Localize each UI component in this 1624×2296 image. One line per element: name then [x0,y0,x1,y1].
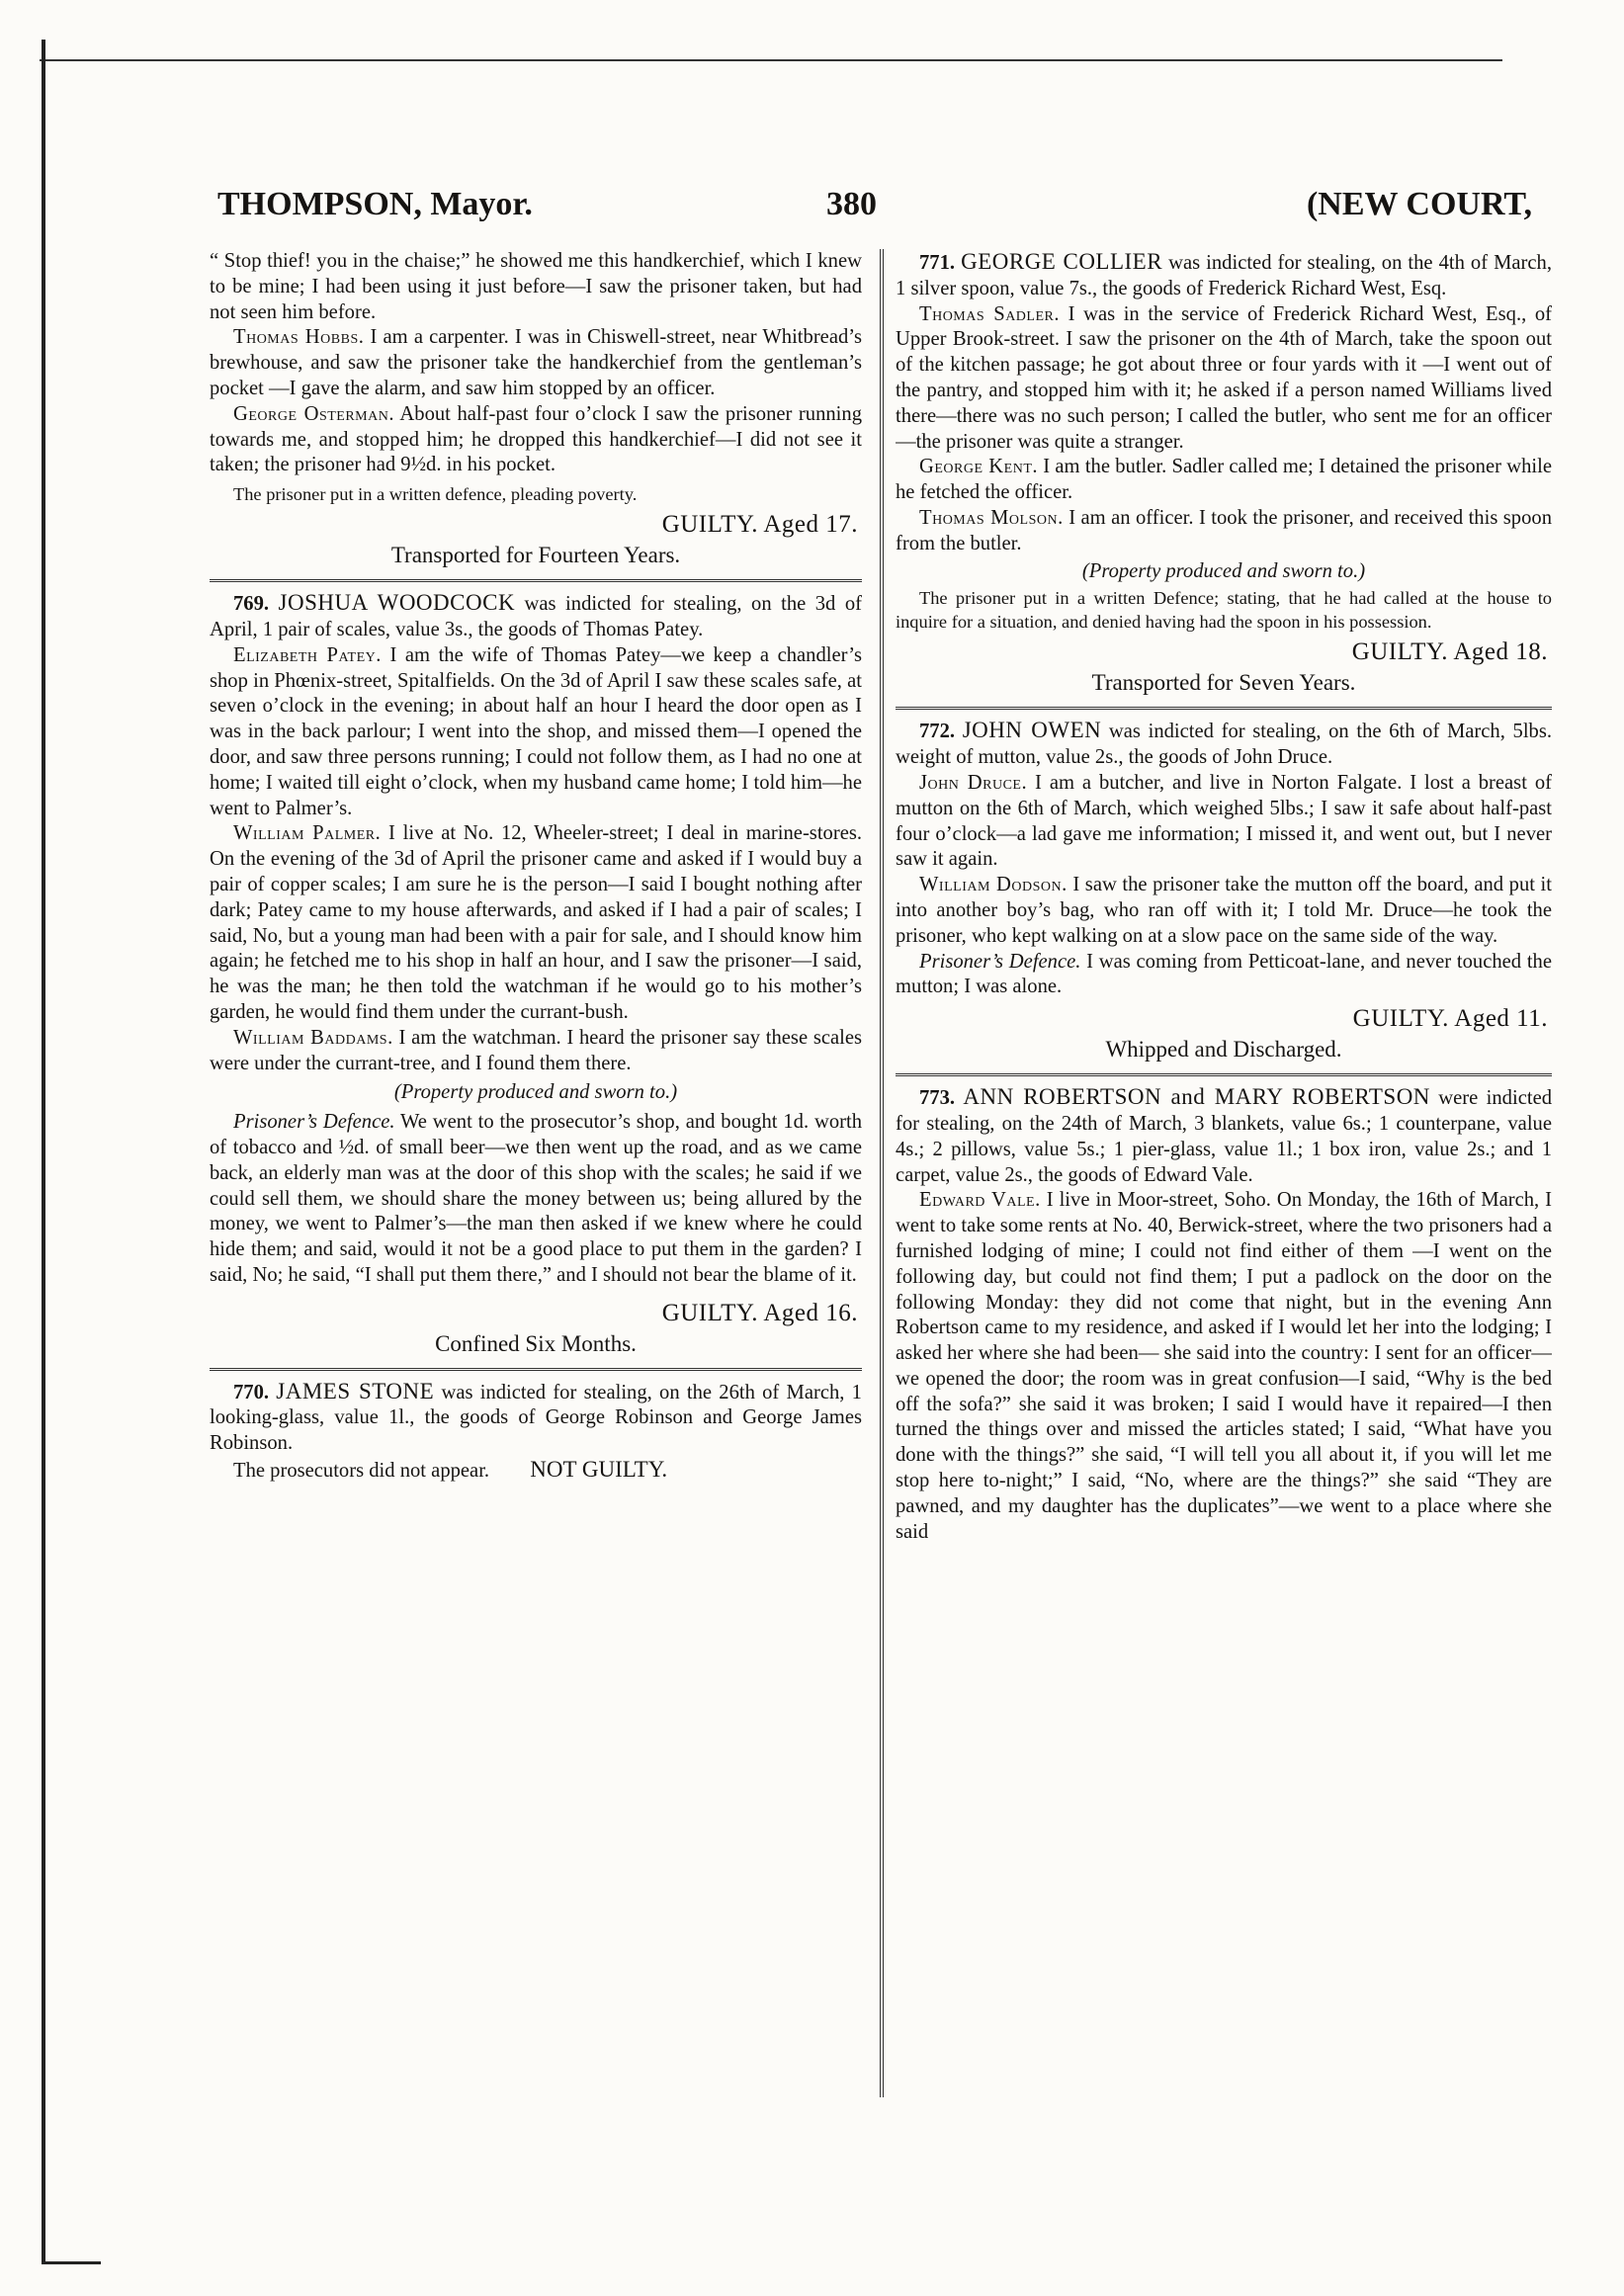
testimony-vale [896,1188,1552,1545]
witness-text: I live in Moor-street, Soho. On Monday, the 16th of March, I went to take some rents at No. 40, Berwick-street, where the two prisoners had a furnished lodging of mine; I could not find either of them —I went on the following day, but could not find them; I put a padlock on the door on the following Monday: they did not come that night, but in the evening Ann Robertson came to my residence, and asked if I would let her into the lodging; I asked her where she had been— she said into the country: I sent for an officer—we opened the door; the room was in great confusion—I said, “Why is the bed off the sofa?” she said it was broken; I said I would have it repaired—I then turned the things over and missed the articles stated; I said, “What have you done with the things?” she said, “I will tell you all about it, if you will let me stop here to-night;” I said, “No, where are the things?” she said “They are pawned, and my daughter has the duplicates”—we went to a place where she said [896,1189,1552,1543]
witness-text: I am the butler. Sadler called me; I detained the prisoner while he fetched the officer. [896,456,1552,504]
case-separator [210,1368,862,1371]
sentence: Confined Six Months. [435,1330,637,1356]
testimony-kent [896,455,1552,506]
left-column [210,249,862,2097]
defendant-name: JOSHUA WOODCOCK [278,590,516,616]
defence-note: The prisoner put in a written defence, pleading poverty. [233,484,638,505]
witness-text: I live at No. 12, Wheeler-street; I deal in marine-stores. On the evening of the 3d of April the prisoner came and asked if I would buy a pair of copper scales; I am sure he is the person—I said I bought nothing after dark; Patey came to my house afterwards, and asked if I had a pair of scales; I said, No, but a young man had been with a pair for sale, and I should know him again; he fetched me to his shop in half an hour, and I saw the prisoner—I said, he was the man; he then told the watchman if he would go to his mother’s garden, he would find them under the currant-bush. [210,822,862,1023]
case-772-indictment [896,718,1552,771]
charge-text: was indicted for stealing, on the 4th of March, 1 silver spoon, value 7s., the goods of Frederick Richard West, Esq. [896,252,1552,299]
verdict: GUILTY. Aged 17. [661,511,858,539]
charge-text: was indicted for stealing, on the 26th of March, 1 looking-glass, value 1l., the goods of George Robinson and George James Robinson. [210,1381,862,1455]
witness-name: William Baddams. [233,1026,393,1049]
column-divider [880,249,884,2097]
defence-text: I was coming from Petticoat-lane, and never touched the mutton; I was alone. [896,950,1552,998]
witness-text: I saw the prisoner take the mutton off the board, and put it into another boy’s bag, who ran off with it; I told Mr. Druce—he took the prisoner, who kept walking on at a slow pace on the same side of the way. [896,874,1552,947]
defence-label: Prisoner’s Defence. [233,1111,395,1134]
case-separator [896,707,1552,710]
testimony-molson [896,506,1552,557]
verdict: GUILTY. Aged 16. [661,1299,858,1326]
outcome-text: The prosecutors did not appear. [233,1460,490,1483]
witness-name: Elizabeth Patey. [233,643,382,666]
header-right: (NEW COURT, [1306,186,1532,222]
defendant-name: ANN ROBERTSON and MARY ROBERTSON [963,1084,1430,1110]
case-770-outcome [210,1457,862,1485]
page-border-bottom [42,2261,101,2264]
testimony-druce [896,771,1552,873]
charge-text: were indicted for stealing, on the 24th of March, 3 blankets, value 6s.; 1 counterpane, value 4s.; 2 pillows, value 5s.; 1 pier-glass, value 1l.; 1 box iron, value 2s.; and 1 carpet, value 2s., the goods of Edward Vale. [896,1087,1552,1186]
verdict: GUILTY. Aged 11. [1352,1005,1548,1033]
case-separator [896,1073,1552,1076]
witness-name: Thomas Molson. [919,506,1064,529]
witness-text: I am an officer. I took the prisoner, and received this spoon from the butler. [896,506,1552,554]
testimony-dodson [896,873,1552,949]
verdict: GUILTY. Aged 18. [1351,638,1548,666]
sentence: Whipped and Discharged. [1105,1037,1342,1063]
testimony-hobbs [210,325,862,401]
case-769-indictment [210,590,862,643]
testimony-patey [210,643,862,822]
page-border-top [40,59,1502,61]
witness-name: William Palmer. [233,822,382,845]
case-number: 773. [919,1087,956,1110]
prisoner-defence [896,950,1552,1001]
prisoner-defence [210,1110,862,1289]
property-note-text: (Property produced and sworn to.) [393,1081,678,1104]
case-number: 772. [919,721,956,743]
witness-text: I am the wife of Thomas Patey—we keep a chandler’s shop in Phœnix-street, Spitalfields. On the 3d of April I saw these scales safe, at seven o’clock in the evening; in about half an hour I heard the door open as I was in the back parlour; I went into the shop, and missed them—I opened the door, and saw three persons running; I could not follow them, as I had no one at home; I waited till eight o’clock, when my husband came home; I told him—he went to Palmer’s. [210,643,862,819]
witness-text: I am the watchman. I heard the prisoner say these scales were under the currant-tree, and I found them there. [210,1026,862,1074]
witness-name: George Kent. [919,456,1039,478]
case-770-indictment [210,1379,862,1457]
page-number: 380 [826,186,877,222]
witness-name: John Druce. [919,771,1028,794]
property-note-text: (Property produced and sworn to.) [1081,559,1366,582]
sentence: Transported for Fourteen Years. [390,543,681,568]
property-note [210,1080,862,1106]
case-number: 771. [919,252,956,274]
page-border-left [42,40,45,2263]
witness-text: I am a carpenter. I was in Chiswell-street, near Whitbread’s brewhouse, and saw the prisoner take the handkerchief from the gentleman’s pocket —I gave the alarm, and saw him stopped by an officer. [210,326,862,399]
witness-text: I was in the service of Frederick Richard West, Esq., of Upper Brook-street. I saw the prisoner on the 4th of March, take the spoon out of the kitchen passage; he got about three or four yards with it —I went out of the pantry, and stopped him with it; he asked if a person named Williams lived there—there was no such person; I called the butler, who sent me for an officer—the prisoner was quite a stranger. [896,302,1552,453]
defendant-name: JOHN OWEN [962,718,1102,743]
testimony-continued: “ Stop thief! you in the chaise;” he showed me this handkerchief, which I knew to be mine; I had been using it just before—I saw the prisoner taken, but had not seen him before. [210,250,862,323]
testimony-osterman [210,402,862,478]
witness-text: I am a butcher, and live in Norton Falgate. I lost a breast of mutton on the 6th of March, which weighed 5lbs.; I saw it safe about half-past four o’clock—a lad gave me information; I missed it, and went out, but I never saw it again. [896,771,1552,871]
verdict: NOT GUILTY. [530,1457,668,1483]
defendant-name: JAMES STONE [276,1378,435,1403]
case-773-indictment [896,1084,1552,1188]
case-number: 770. [233,1381,270,1403]
charge-text: was indicted for stealing, on the 3d of April, 1 pair of scales, value 3s., the goods of Thomas Patey. [210,593,862,640]
testimony-sadler [896,302,1552,456]
case-771-indictment [896,249,1552,302]
case-number: 769. [233,593,270,616]
defence-note: The prisoner put in a written Defence; stating, that he had called at the house to inquire for a situation, and denied having had the spoon in his possession. [896,588,1552,633]
defence-text: We went to the prosecutor’s shop, and bought 1d. worth of tobacco and ½d. of small beer—we then went up the road, and as we came back, an elderly man was at the door of this shop with the scales; he said if we could sell them, we should share the money between us; being allured by the money, we went to Palmer’s—the man then asked if we knew where he could hide them; and said, would it not be a good place to put them in the garden? I said, No; he said, “I shall put them there,” and I should not bear the blame of it. [210,1111,862,1286]
witness-name: William Dodson. [919,874,1068,896]
witness-name: Thomas Hobbs. [233,326,365,349]
witness-name: Thomas Sadler. [919,302,1061,325]
case-separator [210,579,862,582]
charge-text: was indicted for stealing, on the 6th of March, 5lbs. weight of mutton, value 2s., the goods of John Druce. [896,721,1552,769]
header-left: THOMPSON, Mayor. [217,186,533,222]
right-column [896,249,1552,2097]
testimony-baddams [210,1026,862,1077]
witness-text: About half-past four o’clock I saw the prisoner running towards me, and stopped him; he dropped this handkerchief—I did not see it taken; the prisoner had 9½d. in his pocket. [210,402,862,476]
testimony-palmer [210,821,862,1025]
property-note [896,559,1552,585]
witness-name: George Osterman. [233,402,394,425]
sentence: Transported for Seven Years. [1091,670,1356,696]
running-header [217,186,1532,235]
witness-name: Edward Vale. [919,1189,1041,1212]
defendant-name: GEORGE COLLIER [961,249,1163,274]
defence-label: Prisoner’s Defence. [919,950,1081,973]
